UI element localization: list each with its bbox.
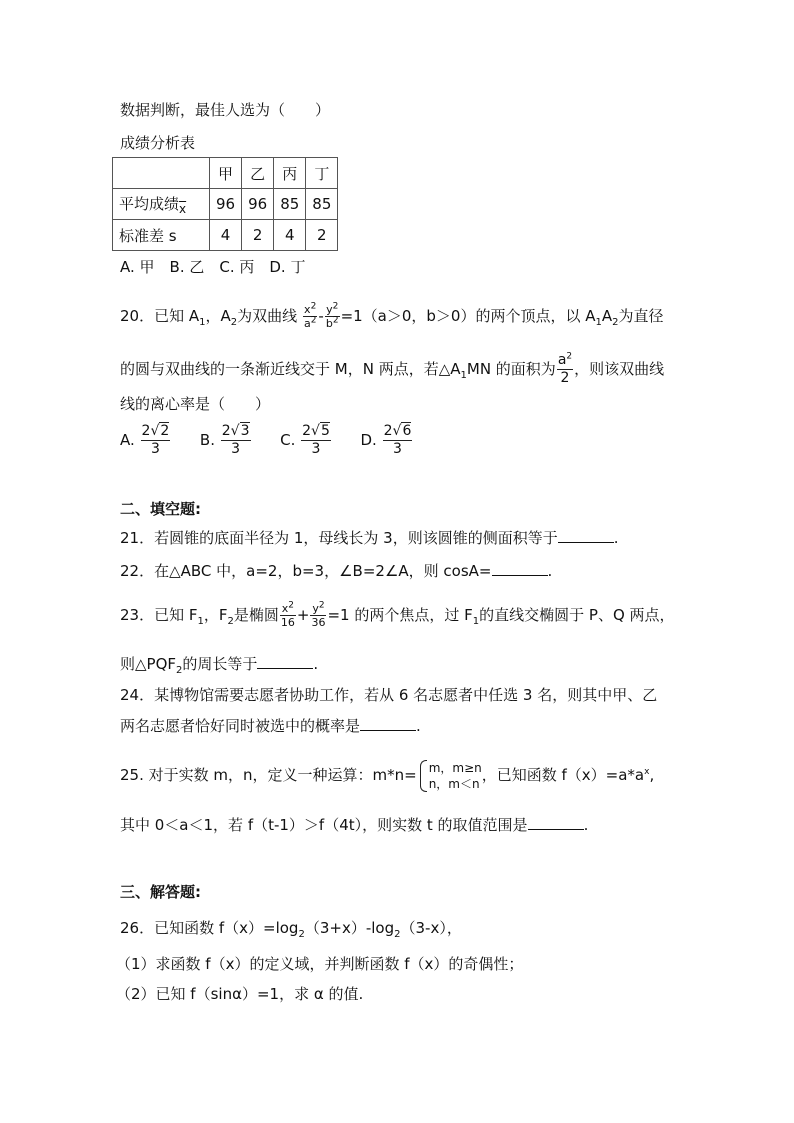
table-cell: 96: [210, 189, 242, 220]
section2-heading: 二、填空题:: [120, 500, 201, 518]
q22: 22．在△ABC 中，a=2，b=3，∠B=2∠A，则 cosA= .: [120, 562, 553, 580]
table-cell: 4: [210, 220, 242, 251]
q20-option-c: C. $\frac{2√5}{3}$: [280, 423, 330, 457]
q20-option-b: B. $\frac{2√3}{3}$: [199, 423, 250, 457]
answer-blank: [257, 654, 313, 669]
q26-stem: 26．已知函数 $f(x)=\log_2(3+x)-\log_2(3-x)$，: [120, 919, 462, 940]
q21: 21．若圆锥的底面半径为 1，母线长为 3，则该圆锥的侧面积等于 .: [120, 529, 619, 547]
table-caption: 成绩分析表: [120, 134, 196, 152]
table-row: [113, 220, 338, 251]
table-cell: 85: [274, 189, 306, 220]
fraction-a2-over-2: $\frac{a^2}{2}$: [557, 351, 573, 386]
x-bar-symbol: x: [179, 201, 187, 216]
table-header-cell: 丙: [274, 158, 306, 189]
q19-tail-line: 数据判断，最佳人选为（ ）: [120, 101, 331, 119]
q20-line1: 20．已知 $A_1$，$A_2$为双曲线 $\frac{x^2}{a^2}$ - $\frac{y^2}{b^2}$ =1（a＞0，b＞0）的两个顶点，以 $A_1A_2$为直径: [120, 301, 664, 330]
q24-line1: 24．某博物馆需要志愿者协助工作，若从 6 名志愿者中任选 3 名，则其中甲、乙: [120, 686, 658, 704]
table-cell: 85: [306, 189, 338, 220]
fraction-y2-b2: $\frac{y^2}{b^2}$: [325, 301, 339, 330]
table-row: [113, 189, 338, 220]
fraction-x2-16: $\frac{x^2}{16}$: [280, 600, 295, 629]
q25-line1: 25. 对于实数 m，n，定义一种运算：m*n= m，m≥n n，m＜n ，已知函数 $f(x)=a*a^x$,: [120, 760, 655, 791]
q24-line2: 两名志愿者恰好同时被选中的概率是 .: [120, 717, 421, 735]
answer-blank: [360, 716, 416, 731]
row-label: 标准差 s: [113, 220, 210, 251]
table-header-cell: [113, 158, 210, 189]
q19-options: A. 甲 B. 乙 C. 丙 D. 丁: [120, 258, 306, 276]
row-label: 平均成绩$_{\overline{x}}$: [113, 189, 210, 220]
table-cell: 4: [274, 220, 306, 251]
q26-part1: （1）求函数 f（x）的定义域，并判断函数 f（x）的奇偶性；: [116, 955, 524, 973]
table-header-row: [113, 158, 338, 189]
answer-blank: [492, 561, 548, 576]
answer-blank: [528, 815, 584, 830]
q20-option-d: D. $\frac{2√6}{3}$: [360, 423, 412, 457]
table-cell: 2: [306, 220, 338, 251]
fraction-y2-36: $\frac{y^2}{36}$: [311, 600, 326, 629]
answer-blank: [558, 528, 614, 543]
q20-line2: 的圆与双曲线的一条渐近线交于 M，N 两点，若$\triangle A_1MN$ 的面积为 $\frac{a^2}{2}$ ，则该双曲线: [120, 351, 665, 386]
table-cell: 2: [242, 220, 274, 251]
table-header-cell: 乙: [242, 158, 274, 189]
score-table: [112, 157, 338, 251]
q20-line3: 线的离心率是（ ）: [120, 395, 271, 413]
q26-part2: （2）已知 f（sinα）=1，求 α 的值.: [116, 985, 364, 1003]
piecewise-brace: m，m≥n n，m＜n: [417, 760, 482, 792]
table-header-cell: 甲: [210, 158, 242, 189]
section3-heading: 三、解答题:: [120, 883, 201, 901]
table-cell: 96: [242, 189, 274, 220]
q20-option-a: A. $\frac{2√2}{3}$: [120, 423, 170, 457]
q25-line2: 其中 0＜a＜1，若 f（t-1）＞f（4t），则实数 t 的取值范围是 .: [120, 816, 589, 834]
q23-line2: 则$\triangle PQF_2$的周长等于 .: [120, 655, 319, 676]
q23-line1: 23．已知 $F_1$，$F_2$是椭圆 $\frac{x^2}{16}$ + $\frac{y^2}{36}$ =1 的两个焦点，过 $F_1$的直线交椭圆于 P、Q 两点，: [120, 600, 675, 629]
table-header-cell: 丁: [306, 158, 338, 189]
q20-options: [120, 422, 413, 458]
fraction-x2-a2: $\frac{x^2}{a^2}$: [303, 301, 317, 330]
